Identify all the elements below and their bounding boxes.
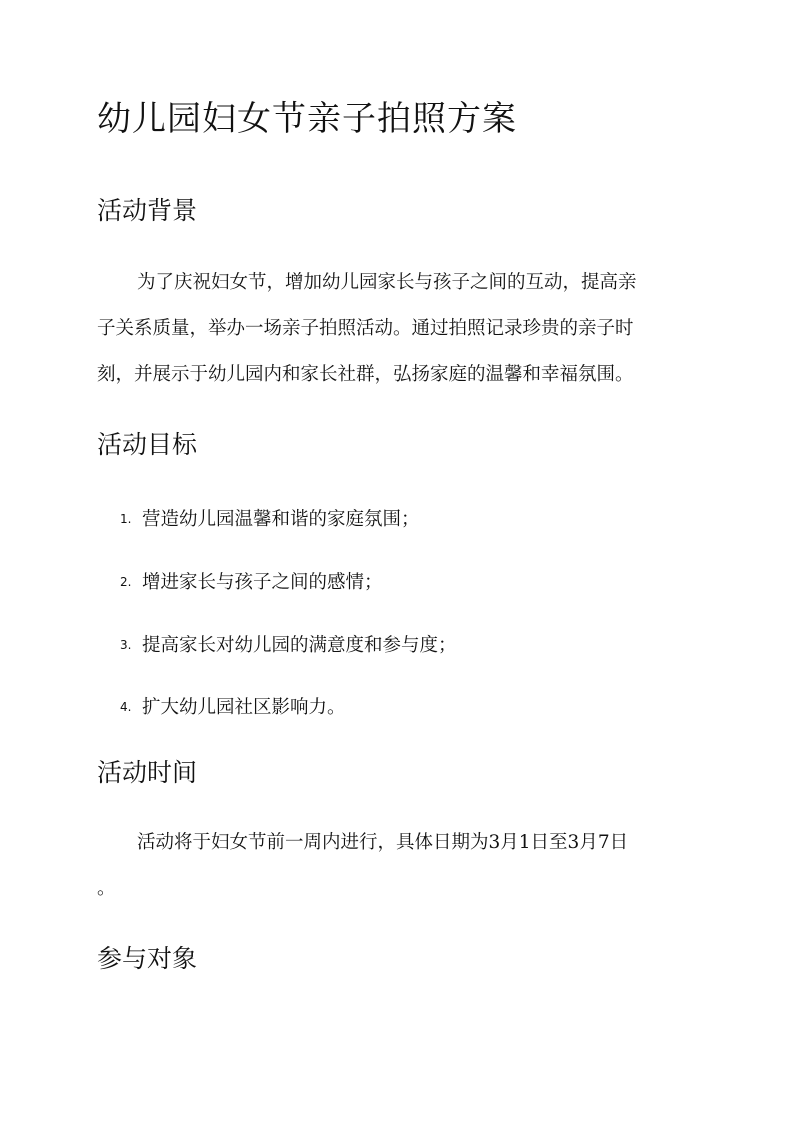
list-item	[120, 504, 420, 535]
list-item-number: 3.	[120, 638, 132, 652]
paragraph-line: 子关系质量，举办一场亲子拍照活动。通过拍照记录珍贵的亲子时	[97, 318, 634, 339]
background-paragraph	[97, 260, 707, 398]
list-item-text: 增进家长与孩子之间的感情；	[142, 572, 383, 593]
section-heading-participants: 参与对象	[97, 944, 198, 973]
list-item	[120, 630, 457, 661]
list-item-number: 2.	[120, 575, 132, 589]
list-item-text: 营造幼儿园温馨和谐的家庭氛围；	[142, 509, 420, 530]
paragraph-line: 活动将于妇女节前一周内进行，具体日期为3月1日至3月7日	[137, 832, 629, 853]
list-item-number: 4.	[120, 700, 132, 714]
section-heading-goals: 活动目标	[97, 430, 198, 459]
page-title: 幼儿园妇女节亲子拍照方案	[97, 99, 517, 139]
time-paragraph	[97, 820, 707, 912]
paragraph-line: 刻，并展示于幼儿园内和家长社群，弘扬家庭的温馨和幸福氛围。	[97, 364, 634, 385]
list-item-text: 提高家长对幼儿园的满意度和参与度；	[142, 635, 457, 656]
section-heading-background: 活动背景	[97, 196, 198, 225]
paragraph-line: 为了庆祝妇女节，增加幼儿园家长与孩子之间的互动，提高亲	[137, 272, 637, 293]
list-item	[120, 692, 346, 723]
section-heading-time: 活动时间	[97, 758, 198, 787]
list-item-number: 1.	[120, 512, 132, 526]
list-item-text: 扩大幼儿园社区影响力。	[142, 697, 346, 718]
paragraph-line: 。	[97, 878, 116, 899]
list-item	[120, 567, 383, 598]
